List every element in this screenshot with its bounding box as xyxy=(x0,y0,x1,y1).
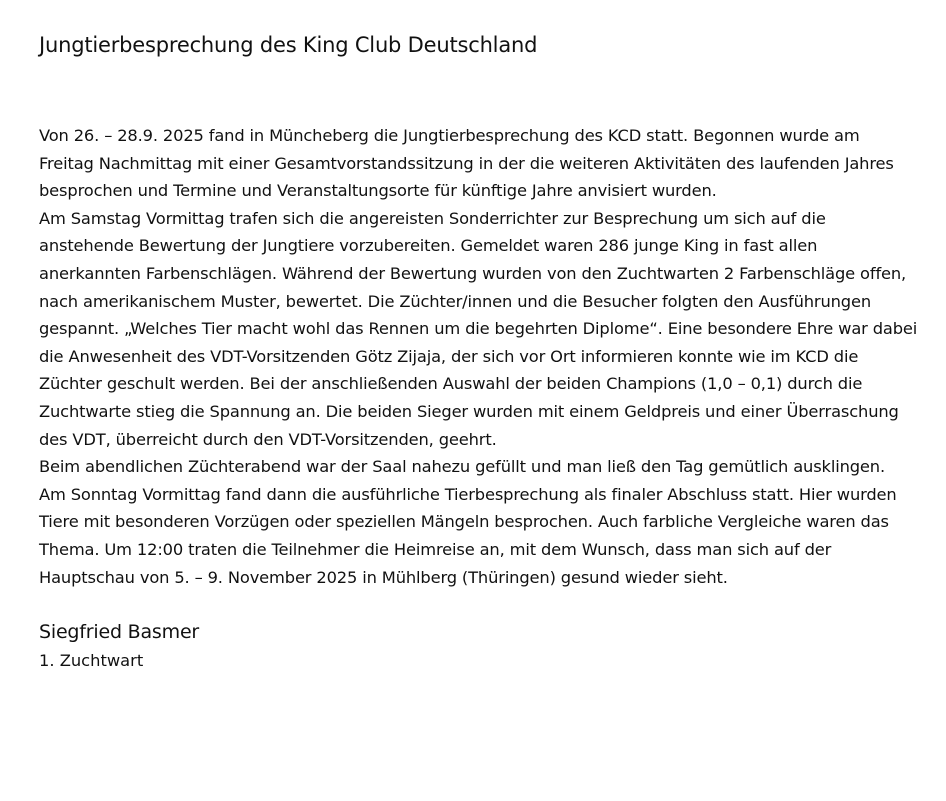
paragraph-sunday: Am Sonntag Vormittag fand dann die ausführliche Tierbesprechung als finaler Abschluss statt. Hier wurden Tiere mit besonderen Vorzügen oder speziellen Mängeln besprochen. Auch farbliche Vergleiche waren das Thema. Um 12:00 traten die Teilnehmer die Heimreise an, mit dem Wunsch, dass man sich auf der Hauptschau von 5. – 9. November 2025 in Mühlberg (Thüringen) gesund wieder sieht. xyxy=(39,484,897,587)
paragraph-evening: Beim abendlichen Züchterabend war der Saal nahezu gefüllt und man ließ den Tag gemütlich ausklingen. xyxy=(39,457,885,477)
document-title: Jungtierbesprechung des King Club Deutschland xyxy=(39,33,538,57)
signature-name: Siegfried Basmer xyxy=(39,621,200,644)
paragraph-saturday: Am Samstag Vormittag trafen sich die angereisten Sonderrichter zur Besprechung um sich auf die anstehende Bewertung der Jungtiere vorzubereiten. Gemeldet waren 286 junge King in fast allen anerkannten Farbenschlägen. Während der Bewertung wurden von den Zuchtwarten 2 Farbenschläge offen, nach amerikanischem Muster, bewertet. Die Züchter/innen und die Besucher folgten den Ausführungen gespannt. „Welches Tier macht wohl das Rennen um die begehrten Diplome“. Eine besondere Ehre war dabei die Anwesenheit des VDT-Vorsitzenden Götz Zijaja, der sich vor Ort informieren konnte wie im KCD die Züchter geschult werden. Bei der anschließenden Auswahl der beiden Champions (1,0 – 0,1) durch die Zuchtwarte stieg die Spannung an. Die beiden Sieger wurden mit einem Geldpreis und einer Überraschung des VDT, überreicht durch den VDT-Vorsitzenden, geehrt. xyxy=(39,208,918,449)
signature-role: 1. Zuchtwart xyxy=(39,651,144,671)
signature-block xyxy=(39,618,919,674)
document-page xyxy=(39,30,919,674)
document-body xyxy=(39,122,919,591)
paragraph-friday: Von 26. – 28.9. 2025 fand in Müncheberg die Jungtierbesprechung des KCD statt. Begonnen wurde am Freitag Nachmittag mit einer Gesamtvorstandssitzung in der die weiteren Aktivitäten des laufenden Jahres besprochen und Termine und Veranstaltungsorte für künftige Jahre anvisiert wurden. xyxy=(39,126,894,201)
